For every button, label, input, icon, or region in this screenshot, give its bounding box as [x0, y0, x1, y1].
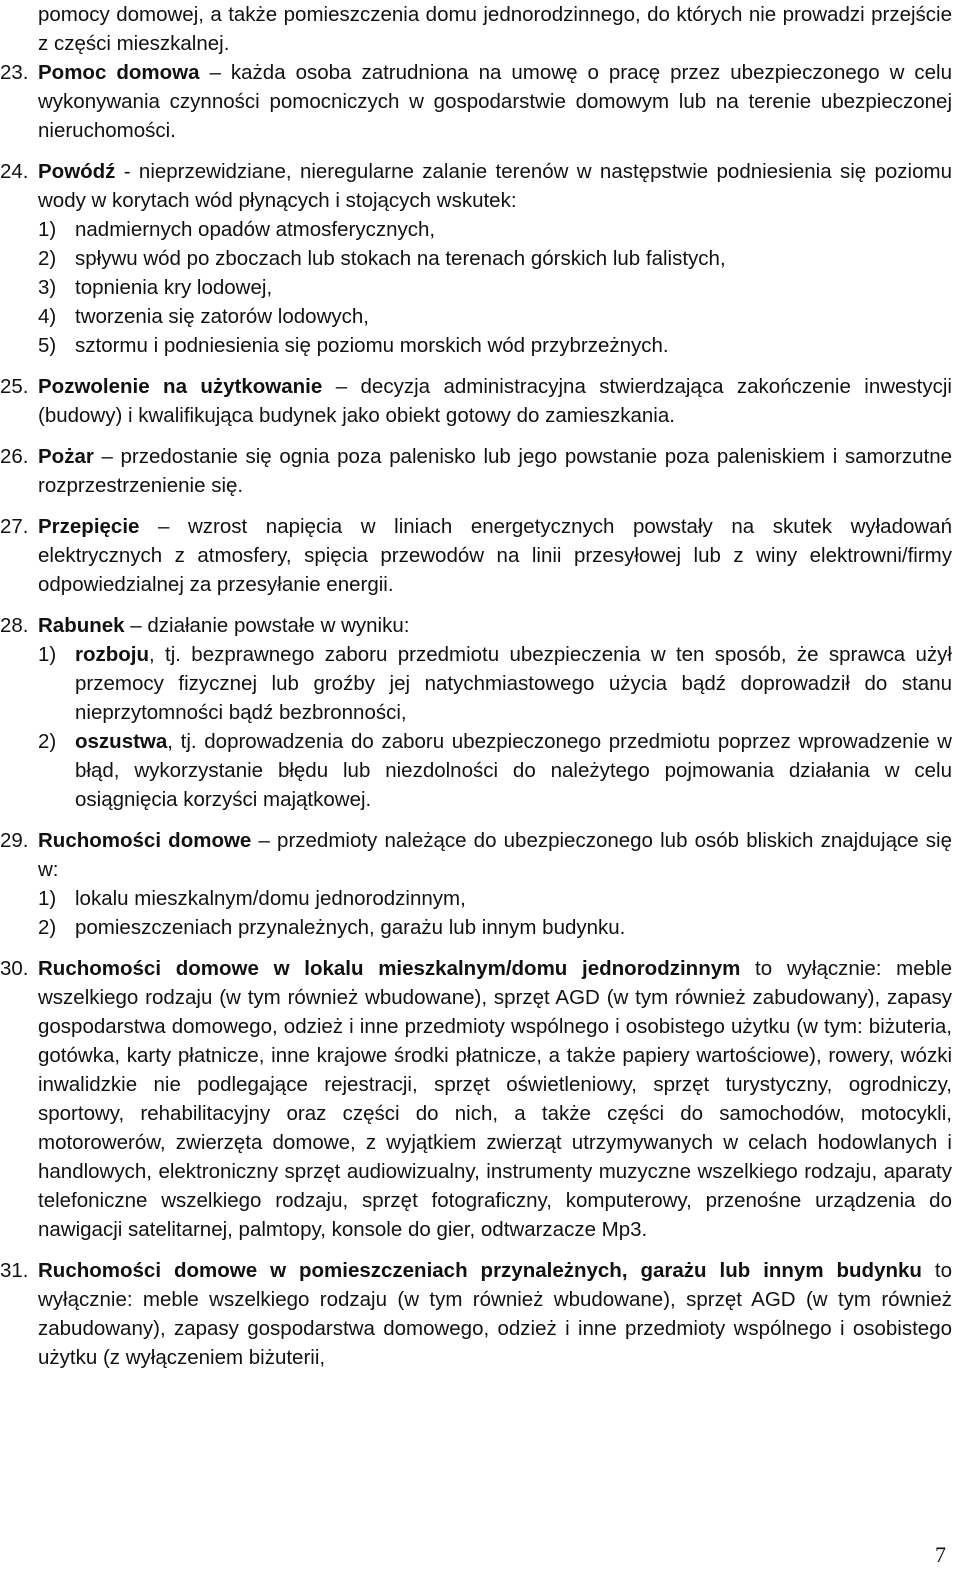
- definition-body: – decyzja administracyjna stwierdzająca zakończenie inwestycji (budowy) i kwalifikująca budynek jako obiekt gotowy do zamieszkania.: [38, 375, 952, 427]
- definition-text: [38, 157, 952, 215]
- definition-entry: [0, 58, 952, 145]
- sub-list-text: lokalu mieszkalnym/domu jednorodzinnym,: [75, 887, 466, 910]
- definition-text: [38, 826, 952, 884]
- page-number: 7: [935, 1542, 946, 1567]
- definition-term: Pomoc domowa: [38, 61, 200, 84]
- definition-number: 31.: [0, 1259, 29, 1282]
- definition-body: – działanie powstałe w wyniku:: [124, 614, 410, 637]
- definition-term: Pożar: [38, 445, 94, 468]
- sub-list-item: [38, 331, 952, 360]
- definition-term: Ruchomości domowe w lokalu mieszkalnym/domu jednorodzinnym: [38, 957, 741, 980]
- sub-list-text: tworzenia się zatorów lodowych,: [75, 305, 369, 328]
- sub-list-text: sztormu i podniesienia się poziomu morskich wód przybrzeżnych.: [75, 334, 669, 357]
- sub-list: [38, 640, 952, 814]
- sub-list-marker: 2): [38, 247, 57, 270]
- sub-list-item: [38, 727, 952, 814]
- definition-text: [38, 372, 952, 430]
- definition-number: 28.: [0, 614, 29, 637]
- definition-body: – przedostanie się ognia poza palenisko lub jego powstanie poza paleniskiem i samorzutne rozprzestrzenienie się.: [38, 445, 952, 497]
- definition-term: Ruchomości domowe w pomieszczeniach przynależnych, garażu lub innym budynku: [38, 1259, 922, 1282]
- definition-text: [38, 58, 952, 145]
- definition-entry: [0, 611, 952, 814]
- entry-spacer: [38, 145, 952, 157]
- sub-list-item: [38, 273, 952, 302]
- definition-number: 27.: [0, 515, 29, 538]
- sub-list-text: pomieszczeniach przynależnych, garażu lub innym budynku.: [75, 916, 626, 939]
- sub-list-item: [38, 640, 952, 727]
- definition-entry: [0, 954, 952, 1244]
- sub-list-marker: 5): [38, 334, 57, 357]
- definition-entry: [0, 512, 952, 599]
- definition-text: [38, 512, 952, 599]
- definitions-list: [0, 58, 952, 1372]
- definition-term: Ruchomości domowe: [38, 829, 252, 852]
- entry-spacer: [38, 360, 952, 372]
- definition-entry: [0, 826, 952, 942]
- definition-text: [38, 442, 952, 500]
- definition-text: [38, 611, 952, 640]
- definition-body: – każda osoba zatrudniona na umowę o pracę przez ubezpieczonego w celu wykonywania czynności pomocniczych w gospodarstwie domowym lub na terenie ubezpieczonej nieruchomości.: [38, 61, 952, 142]
- sub-list-marker: 2): [38, 730, 57, 753]
- sub-list: [38, 215, 952, 360]
- sub-list: [38, 884, 952, 942]
- definition-entry: [0, 442, 952, 500]
- sub-list-marker: 1): [38, 218, 57, 241]
- sub-list-text: , tj. doprowadzenia do zaboru ubezpieczonego przedmiotu poprzez wprowadzenie w błąd, wykorzystanie błędu lub niezdolności do należytego pojmowania działania w celu osiągnięcia korzyści majątkowej.: [75, 730, 952, 811]
- sub-list-item: [38, 302, 952, 331]
- definition-number: 30.: [0, 957, 29, 980]
- definition-body: to wyłącznie: meble wszelkiego rodzaju (w tym również wbudowane), sprzęt AGD (w tym również zabudowany), zapasy gospodarstwa domowego, odzież i inne przedmioty wspólnego i osobistego użytku (w tym: biżuteria, gotówka, karty płatnicze, inne krajowe środki płatnicze, a także papiery wartościowe), rowery, wózki inwalidzkie nie podlegające rejestracji, sprzęt oświetleniowy, sprzęt turystyczny, ogrodniczy, sportowy, rehabilitacyjny oraz części do nich, a także części do samochodów, motocykli, motorowerów, zwierzęta domowe, z wyjątkiem zwierząt utrzymywanych w celach hodowlanych i handlowych, elektroniczny sprzęt audiowizualny, instrumenty muzyczne wszelkiego rodzaju, aparaty telefoniczne wszelkiego rodzaju, sprzęt fotograficzny, komputerowy, przenośne urządzenia do nawigacji satelitarnej, palmtopy, konsole do gier, odtwarzacze Mp3.: [38, 957, 952, 1241]
- definition-number: 25.: [0, 375, 29, 398]
- entry-spacer: [38, 599, 952, 611]
- definition-number: 23.: [0, 61, 29, 84]
- definition-term: Rabunek: [38, 614, 125, 637]
- sub-list-text: spływu wód po zboczach lub stokach na terenach górskich lub falistych,: [75, 247, 726, 270]
- definition-entry: [0, 372, 952, 430]
- definition-text: [38, 954, 952, 1244]
- entry-spacer: [38, 500, 952, 512]
- entry-spacer: [38, 814, 952, 826]
- definition-text: [38, 1256, 952, 1372]
- definition-body: - nieprzewidziane, nieregularne zalanie terenów w następstwie podniesienia się poziomu wody w korytach wód płynących i stojących wskutek:: [38, 160, 952, 212]
- definition-entry: [0, 157, 952, 360]
- sub-list-marker: 3): [38, 276, 57, 299]
- sub-list-term: oszustwa: [75, 730, 168, 753]
- sub-list-item: [38, 215, 952, 244]
- sub-list-marker: 2): [38, 916, 57, 939]
- definition-term: Powódź: [38, 160, 116, 183]
- continuation-text: pomocy domowej, a także pomieszczenia domu jednorodzinnego, do których nie prowadzi przejście z części mieszkalnej.: [38, 3, 952, 55]
- sub-list-text: topnienia kry lodowej,: [75, 276, 273, 299]
- sub-list-marker: 4): [38, 305, 57, 328]
- sub-list-text: nadmiernych opadów atmosferycznych,: [75, 218, 436, 241]
- sub-list-item: [38, 913, 952, 942]
- definition-body: – wzrost napięcia w liniach energetycznych powstały na skutek wyładowań elektrycznych z atmosfery, spięcia przewodów na linii przesyłowej lub z winy elektrowni/firmy odpowiedzialnej za przesyłanie energii.: [38, 515, 952, 596]
- sub-list-marker: 1): [38, 887, 57, 910]
- definition-term: Przepięcie: [38, 515, 140, 538]
- sub-list-item: [38, 244, 952, 273]
- definition-body: – przedmioty należące do ubezpieczonego lub osób bliskich znajdujące się w:: [38, 829, 952, 881]
- sub-list-marker: 1): [38, 643, 57, 666]
- definition-number: 26.: [0, 445, 29, 468]
- entry-spacer: [38, 942, 952, 954]
- definition-number: 29.: [0, 829, 29, 852]
- sub-list-text: , tj. bezprawnego zaboru przedmiotu ubezpieczenia w ten sposób, że sprawca użył przemocy fizycznej lub groźby jej natychmiastowego użycia bądź doprowadził do stanu nieprzytomności bądź bezbronności,: [75, 643, 952, 724]
- definition-term: Pozwolenie na użytkowanie: [38, 375, 323, 398]
- entry-spacer: [38, 1244, 952, 1256]
- entry-spacer: [38, 430, 952, 442]
- sub-list-term: rozboju: [75, 643, 150, 666]
- definition-body: to wyłącznie: meble wszelkiego rodzaju (w tym również wbudowane), sprzęt AGD (w tym również zabudowany), zapasy gospodarstwa domowego, odzież i inne przedmioty wspólnego i osobistego użytku (z wyłączeniem biżuterii,: [38, 1259, 952, 1369]
- sub-list-item: [38, 884, 952, 913]
- definition-number: 24.: [0, 160, 29, 183]
- definition-entry: [0, 1256, 952, 1372]
